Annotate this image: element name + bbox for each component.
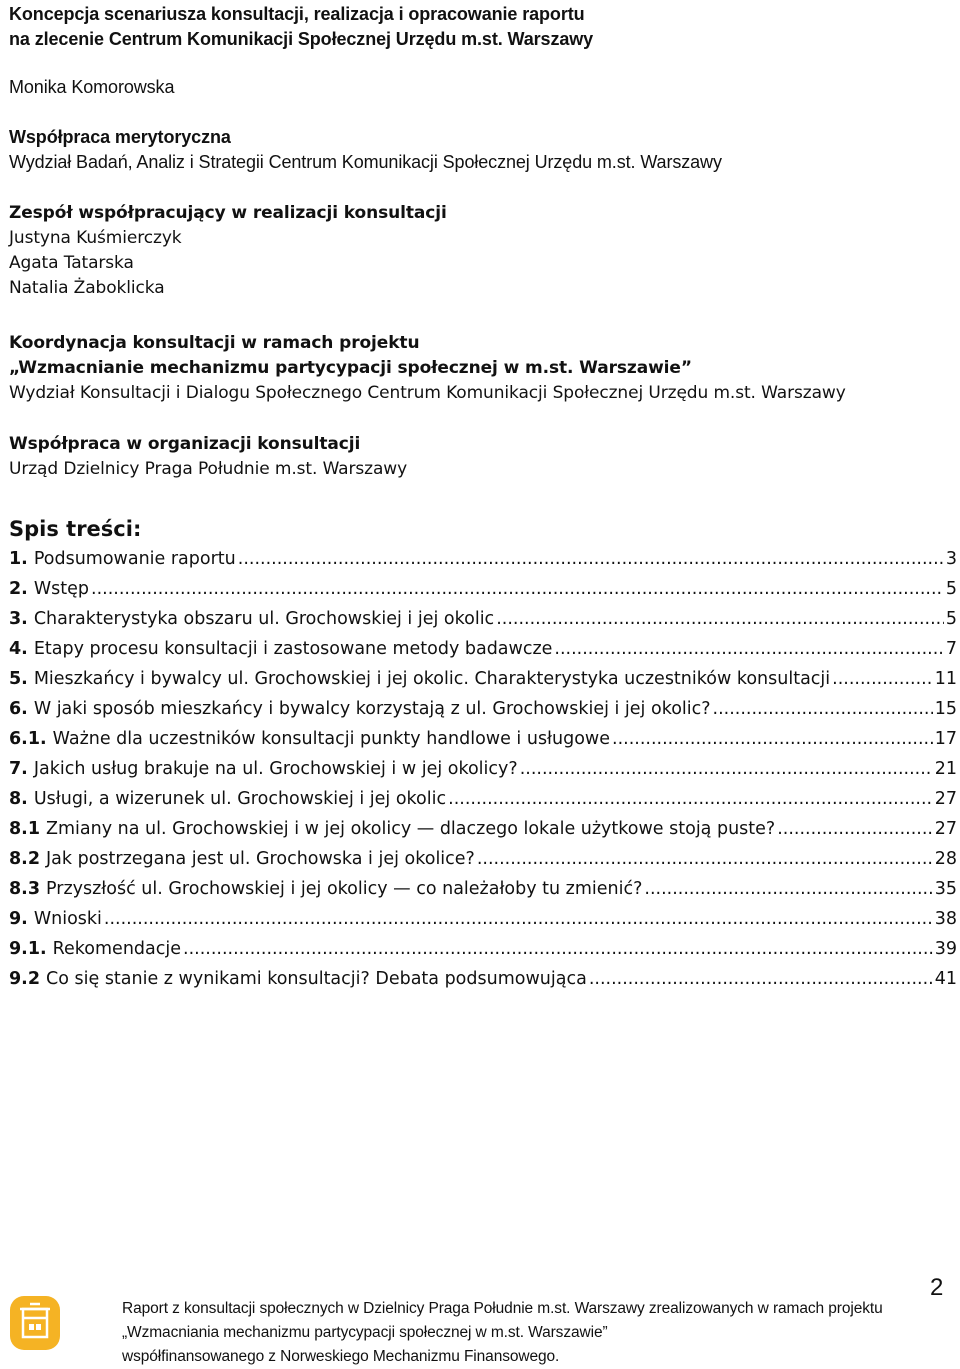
toc-list	[9, 544, 957, 994]
coordination-block	[9, 331, 846, 406]
toc-dot-leader	[477, 844, 933, 874]
team-member: Justyna Kuśmierczyk	[9, 228, 182, 248]
toc-entry-number: 9.1.	[9, 939, 47, 959]
team-block	[9, 201, 447, 301]
author-block	[9, 75, 174, 100]
toc-entry	[9, 784, 957, 814]
toc-entry	[9, 574, 957, 604]
toc-entry-number: 3.	[9, 609, 28, 629]
toc-entry	[9, 904, 957, 934]
toc-dot-leader	[554, 634, 943, 664]
toc-entry-page: 5	[945, 609, 957, 629]
toc-dot-leader	[91, 574, 944, 604]
toc-entry	[9, 964, 957, 994]
toc-entry-title: Co się stanie z wynikami konsultacji? Debata podsumowująca	[46, 969, 587, 989]
toc-entry-page: 39	[934, 939, 957, 959]
toc-dot-leader	[183, 934, 933, 964]
toc-dot-leader	[644, 874, 932, 904]
toc-entry-number: 6.	[9, 699, 28, 719]
toc-entry-title: Mieszkańcy i bywalcy ul. Grochowskiej i jej okolic. Charakterystyka uczestników konsultacji	[33, 669, 831, 689]
toc-dot-leader	[448, 784, 933, 814]
team-member: Natalia Żaboklicka	[9, 278, 165, 298]
toc-entry-number: 6.1.	[9, 729, 47, 749]
toc-dot-leader	[612, 724, 933, 754]
toc-title: Spis treści:	[9, 517, 142, 541]
toc-entry-number: 5.	[9, 669, 28, 689]
toc-entry	[9, 694, 957, 724]
toc-entry-number: 7.	[9, 759, 28, 779]
toc-entry	[9, 724, 957, 754]
toc-dot-leader	[777, 814, 933, 844]
toc-entry-title: W jaki sposób mieszkańcy i bywalcy korzystają z ul. Grochowskiej i jej okolic?	[33, 699, 711, 719]
toc-entry-title: Usługi, a wizerunek ul. Grochowskiej i jej okolic	[33, 789, 447, 809]
toc-dot-leader	[104, 904, 933, 934]
header-line-1: Koncepcja scenariusza konsultacji, realizacja i opracowanie raportu	[9, 4, 585, 24]
toc-entry-title: Etapy procesu konsultacji i zastosowane metody badawcze	[33, 639, 553, 659]
toc-entry-page: 38	[934, 909, 957, 929]
page-number: 2	[930, 1274, 944, 1301]
coordination-heading: Koordynacja konsultacji w ramach projektu	[9, 333, 420, 353]
merit-block	[9, 125, 722, 175]
toc-entry-page: 17	[934, 729, 957, 749]
toc-dot-leader	[520, 754, 933, 784]
toc-entry-number: 9.	[9, 909, 28, 929]
toc-entry-title: Przyszłość ul. Grochowskiej i jej okolicy — co należałoby tu zmienić?	[46, 879, 643, 899]
toc-entry	[9, 814, 957, 844]
toc-entry-number: 1.	[9, 549, 28, 569]
toc-entry-title: Jak postrzegana jest ul. Grochowska i jej okolice?	[46, 849, 475, 869]
toc-entry-number: 8.2	[9, 849, 41, 869]
toc-entry	[9, 634, 957, 664]
team-member: Agata Tatarska	[9, 253, 134, 273]
merit-heading: Współpraca merytoryczna	[9, 127, 231, 147]
toc-entry	[9, 544, 957, 574]
toc-entry-title: Rekomendacje	[52, 939, 182, 959]
toc-entry	[9, 664, 957, 694]
toc-entry-page: 27	[934, 819, 957, 839]
coordination-unit: Wydział Konsultacji i Dialogu Społecznego Centrum Komunikacji Społecznej Urzędu m.st. Warszawy	[9, 383, 846, 403]
report-header	[9, 2, 593, 52]
toc-dot-leader	[713, 694, 933, 724]
toc-entry-page: 35	[934, 879, 957, 899]
toc-entry-title: Jakich usług brakuje na ul. Grochowskiej i w jej okolicy?	[33, 759, 518, 779]
toc-entry	[9, 754, 957, 784]
cooperation-block	[9, 432, 407, 482]
merit-text: Wydział Badań, Analiz i Strategii Centrum Komunikacji Społecznej Urzędu m.st. Warszawy	[9, 152, 722, 172]
page-footer	[122, 1297, 902, 1369]
table-of-contents	[9, 514, 957, 994]
header-line-2: na zlecenie Centrum Komunikacji Społecznej Urzędu m.st. Warszawy	[9, 29, 594, 49]
footer-line-1: Raport z konsultacji społecznych w Dzielnicy Praga Południe m.st. Warszawy zrealizowanych w ramach projektu	[122, 1300, 883, 1317]
toc-entry-page: 7	[945, 639, 957, 659]
toc-entry-title: Podsumowanie raportu	[33, 549, 236, 569]
toc-entry-page: 5	[945, 579, 957, 599]
toc-dot-leader	[496, 604, 944, 634]
toc-entry	[9, 604, 957, 634]
toc-entry-number: 8.1	[9, 819, 41, 839]
toc-entry-page: 15	[934, 699, 957, 719]
toc-entry-page: 3	[945, 549, 957, 569]
toc-entry-title: Wstęp	[33, 579, 89, 599]
toc-entry-number: 4.	[9, 639, 28, 659]
team-heading: Zespół współpracujący w realizacji konsultacji	[9, 203, 447, 223]
toc-entry	[9, 874, 957, 904]
toc-entry-title: Charakterystyka obszaru ul. Grochowskiej i jej okolic	[33, 609, 495, 629]
toc-entry-page: 11	[934, 669, 957, 689]
toc-entry	[9, 934, 957, 964]
cooperation-heading: Współpraca w organizacji konsultacji	[9, 434, 361, 454]
cooperation-unit: Urząd Dzielnicy Praga Południe m.st. Warszawy	[9, 459, 408, 479]
toc-entry-page: 28	[934, 849, 957, 869]
coordination-project: „Wzmacnianie mechanizmu partycypacji społecznej w m.st. Warszawie”	[9, 358, 692, 378]
toc-entry-title: Wnioski	[33, 909, 102, 929]
toc-entry-number: 9.2	[9, 969, 41, 989]
toc-entry-page: 41	[934, 969, 957, 989]
toc-dot-leader	[238, 544, 944, 574]
footer-line-2: „Wzmacniania mechanizmu partycypacji społecznej w m.st. Warszawie”	[122, 1324, 608, 1341]
author-name: Monika Komorowska	[9, 77, 175, 97]
building-logo-icon	[10, 1296, 60, 1350]
toc-entry-title: Ważne dla uczestników konsultacji punkty handlowe i usługowe	[52, 729, 611, 749]
toc-entry-number: 8.	[9, 789, 28, 809]
toc-entry-title: Zmiany na ul. Grochowskiej i w jej okolicy — dlaczego lokale użytkowe stoją puste?	[46, 819, 776, 839]
toc-entry-number: 8.3	[9, 879, 41, 899]
toc-entry	[9, 844, 957, 874]
toc-dot-leader	[589, 964, 933, 994]
toc-entry-page: 27	[934, 789, 957, 809]
toc-entry-page: 21	[934, 759, 957, 779]
footer-line-3: współfinansowanego z Norweskiego Mechanizmu Finansowego.	[122, 1348, 560, 1365]
toc-entry-number: 2.	[9, 579, 28, 599]
toc-dot-leader	[832, 664, 933, 694]
